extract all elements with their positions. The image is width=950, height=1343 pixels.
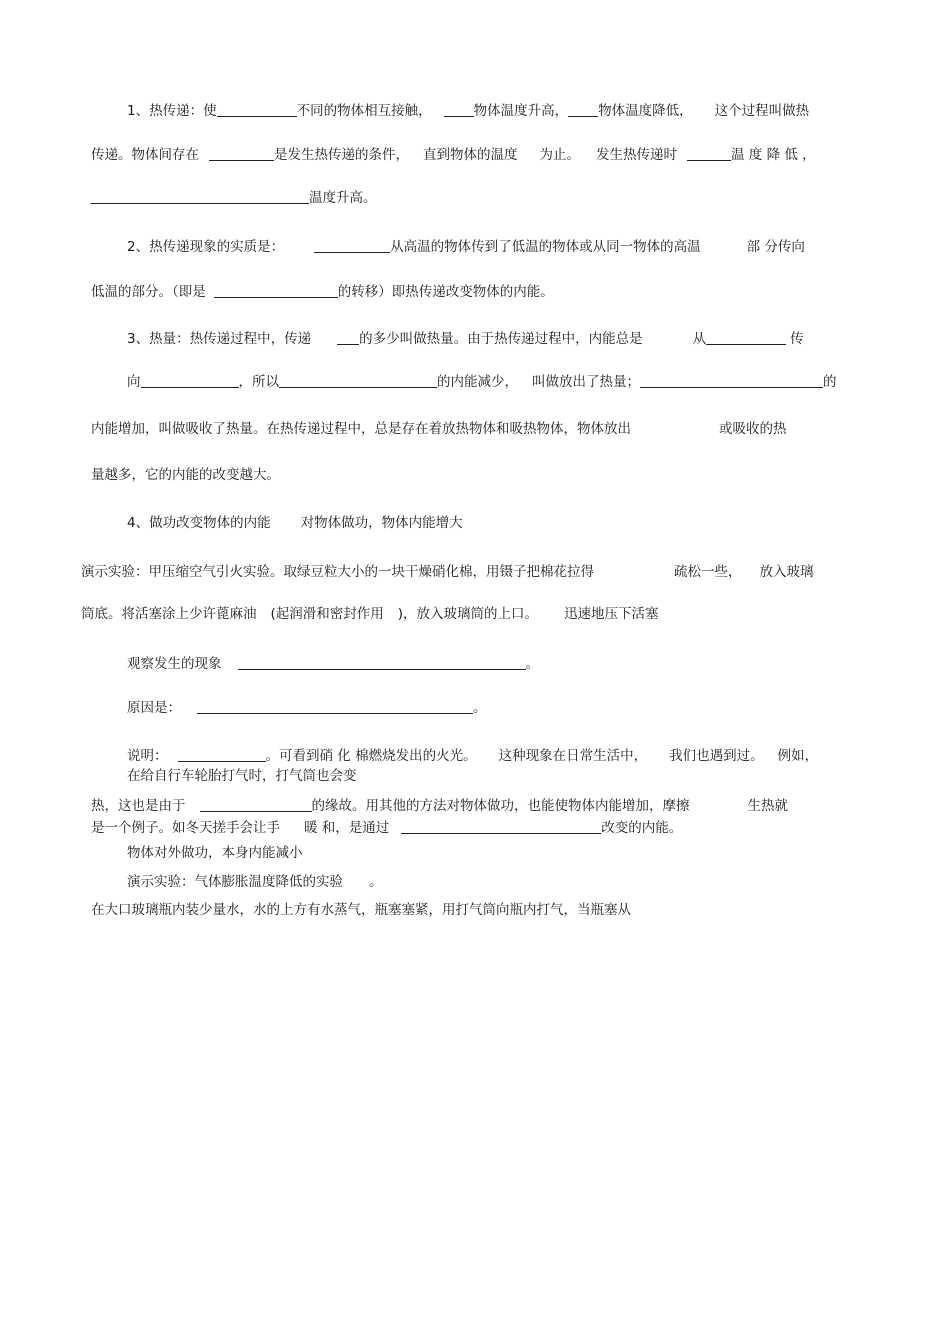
text: 是发生热传递的条件， <box>274 147 409 163</box>
explain-line1 <box>127 746 818 765</box>
fill-blank[interactable] <box>568 101 598 117</box>
para1-line1 <box>127 101 809 120</box>
text: 迅速地压下活塞 <box>564 606 659 622</box>
fill-blank[interactable] <box>640 372 823 388</box>
text: 部 分传向 <box>746 239 805 255</box>
text: 为止。 <box>539 147 580 163</box>
fill-blank[interactable] <box>197 698 473 714</box>
para1-line2 <box>91 145 816 164</box>
text: 对物体做功，物体内能增大 <box>300 515 463 531</box>
observe-line <box>127 654 539 673</box>
text: 叫做放出了热量； <box>532 374 640 390</box>
text: 1、热传递：使 <box>127 103 217 119</box>
text: )，放入玻璃筒的上口。 <box>397 606 539 622</box>
fill-blank[interactable] <box>706 329 786 345</box>
text: 物体温度降低， <box>598 103 693 119</box>
fill-blank[interactable] <box>238 654 526 670</box>
text: 发生热传递时 <box>596 147 677 163</box>
text: 的多少叫做热量。由于热传递过程中，内能总是 <box>359 331 643 347</box>
reason-line <box>127 698 487 717</box>
text: 改变的内能。 <box>601 820 683 836</box>
text: 物体温度升高， <box>473 103 569 119</box>
para2-line2 <box>91 282 554 301</box>
fill-blank[interactable] <box>214 282 338 298</box>
text: 不同的物体相互接触， <box>296 103 432 119</box>
text: 量越多，它的内能的改变越大。 <box>91 467 280 483</box>
text: 我们也遇到过。 <box>669 748 764 764</box>
text: 暖 和，是通过 <box>304 820 390 836</box>
text: 。 <box>369 874 383 890</box>
text: 传 <box>790 331 804 347</box>
fill-blank[interactable] <box>279 372 437 388</box>
para3-line4 <box>91 466 280 484</box>
text: 演示实验：甲压缩空气引火实验。取绿豆粒大小的一块干燥硝化棉，用镊子把棉花拉得 <box>81 564 594 580</box>
para5-line2 <box>127 873 383 891</box>
text: 这种现象在日常生活中， <box>498 748 648 764</box>
para5-line3 <box>91 901 631 919</box>
text: 这个过程叫做热 <box>714 103 810 119</box>
demo1-line1 <box>81 563 814 581</box>
text: 物体对外做功，本身内能减小 <box>127 845 303 861</box>
text: 在给自行车轮胎打气时，打气筒也会变 <box>127 768 357 784</box>
text: 从 <box>692 331 707 347</box>
text: 演示实验：气体膨胀温度降低的实验 <box>127 874 343 890</box>
text: 生热就 <box>747 798 788 814</box>
para4-line1 <box>127 514 463 532</box>
text: 内能增加，叫做吸收了热量。在热传递过程中，总是存在着放热物体和吸热物体，物体放出 <box>91 421 631 437</box>
fill-blank[interactable] <box>687 145 731 161</box>
text: 4、做功改变物体的内能 <box>127 515 271 531</box>
text: 原因是： <box>127 700 181 716</box>
text: 低温的部分。（即是 <box>91 284 206 300</box>
text: 。可看到硝 化 棉燃烧发出的火光。 <box>265 748 477 764</box>
fill-blank[interactable] <box>209 145 274 161</box>
fill-blank[interactable] <box>200 796 312 812</box>
explain-line4 <box>91 818 682 837</box>
fill-blank[interactable] <box>141 372 239 388</box>
text: (起润滑和密封作用 <box>270 606 384 622</box>
fill-blank[interactable] <box>217 101 297 117</box>
text: 或吸收的热 <box>719 421 787 437</box>
text: 说明： <box>127 748 168 764</box>
text: 直到物体的温度 <box>423 147 518 163</box>
text: 从高温的物体传到了低温的物体或从同一物体的高温 <box>390 239 701 255</box>
text: 在大口玻璃瓶内装少量水，水的上方有水蒸气，瓶塞塞紧，用打气筒向瓶内打气，当瓶塞从 <box>91 902 631 918</box>
demo1-line2 <box>81 605 659 623</box>
text: 是一个例子。如冬天搓手会让手 <box>91 820 280 836</box>
fill-blank[interactable] <box>314 237 390 253</box>
text: 3、热量：热传递过程中，传递 <box>127 331 312 347</box>
text: 。 <box>473 700 487 716</box>
para2-line1 <box>127 237 805 256</box>
text: 传递。物体间存在 <box>91 147 199 163</box>
fill-blank[interactable] <box>178 746 266 762</box>
text: 例如， <box>777 748 819 764</box>
text: 热，这也是由于 <box>91 798 186 814</box>
fill-blank[interactable] <box>401 818 601 834</box>
text: 向 <box>127 374 141 390</box>
para3-line2 <box>127 372 837 391</box>
text: 疏松一些， <box>674 564 742 580</box>
text: 的转移）即热传递改变物体的内能。 <box>337 284 554 300</box>
text: ，所以 <box>238 374 279 390</box>
fill-blank[interactable] <box>337 329 359 345</box>
text: 观察发生的现象 <box>127 656 222 672</box>
text: 筒底。将活塞涂上少许蓖麻油 <box>81 606 257 622</box>
text: 。 <box>525 656 539 672</box>
fill-blank[interactable] <box>444 101 474 117</box>
text: 的缘故。用其他的方法对物体做功，也能使物体内能增加，摩擦 <box>311 798 690 814</box>
text: 的内能减少， <box>437 374 518 390</box>
explain-line3 <box>91 796 788 815</box>
text: 温度升高。 <box>309 190 377 206</box>
text: 的 <box>823 374 837 390</box>
text: 温 度 降 低 ， <box>731 147 816 163</box>
text: 2、热传递现象的实质是： <box>127 239 285 255</box>
para3-line3 <box>91 420 787 438</box>
para1-line3 <box>91 188 377 207</box>
para3-line1 <box>127 329 804 348</box>
para5-line1 <box>127 844 303 862</box>
explain-line2 <box>127 767 357 785</box>
fill-blank[interactable] <box>91 188 309 204</box>
text: 放入玻璃 <box>759 564 814 580</box>
